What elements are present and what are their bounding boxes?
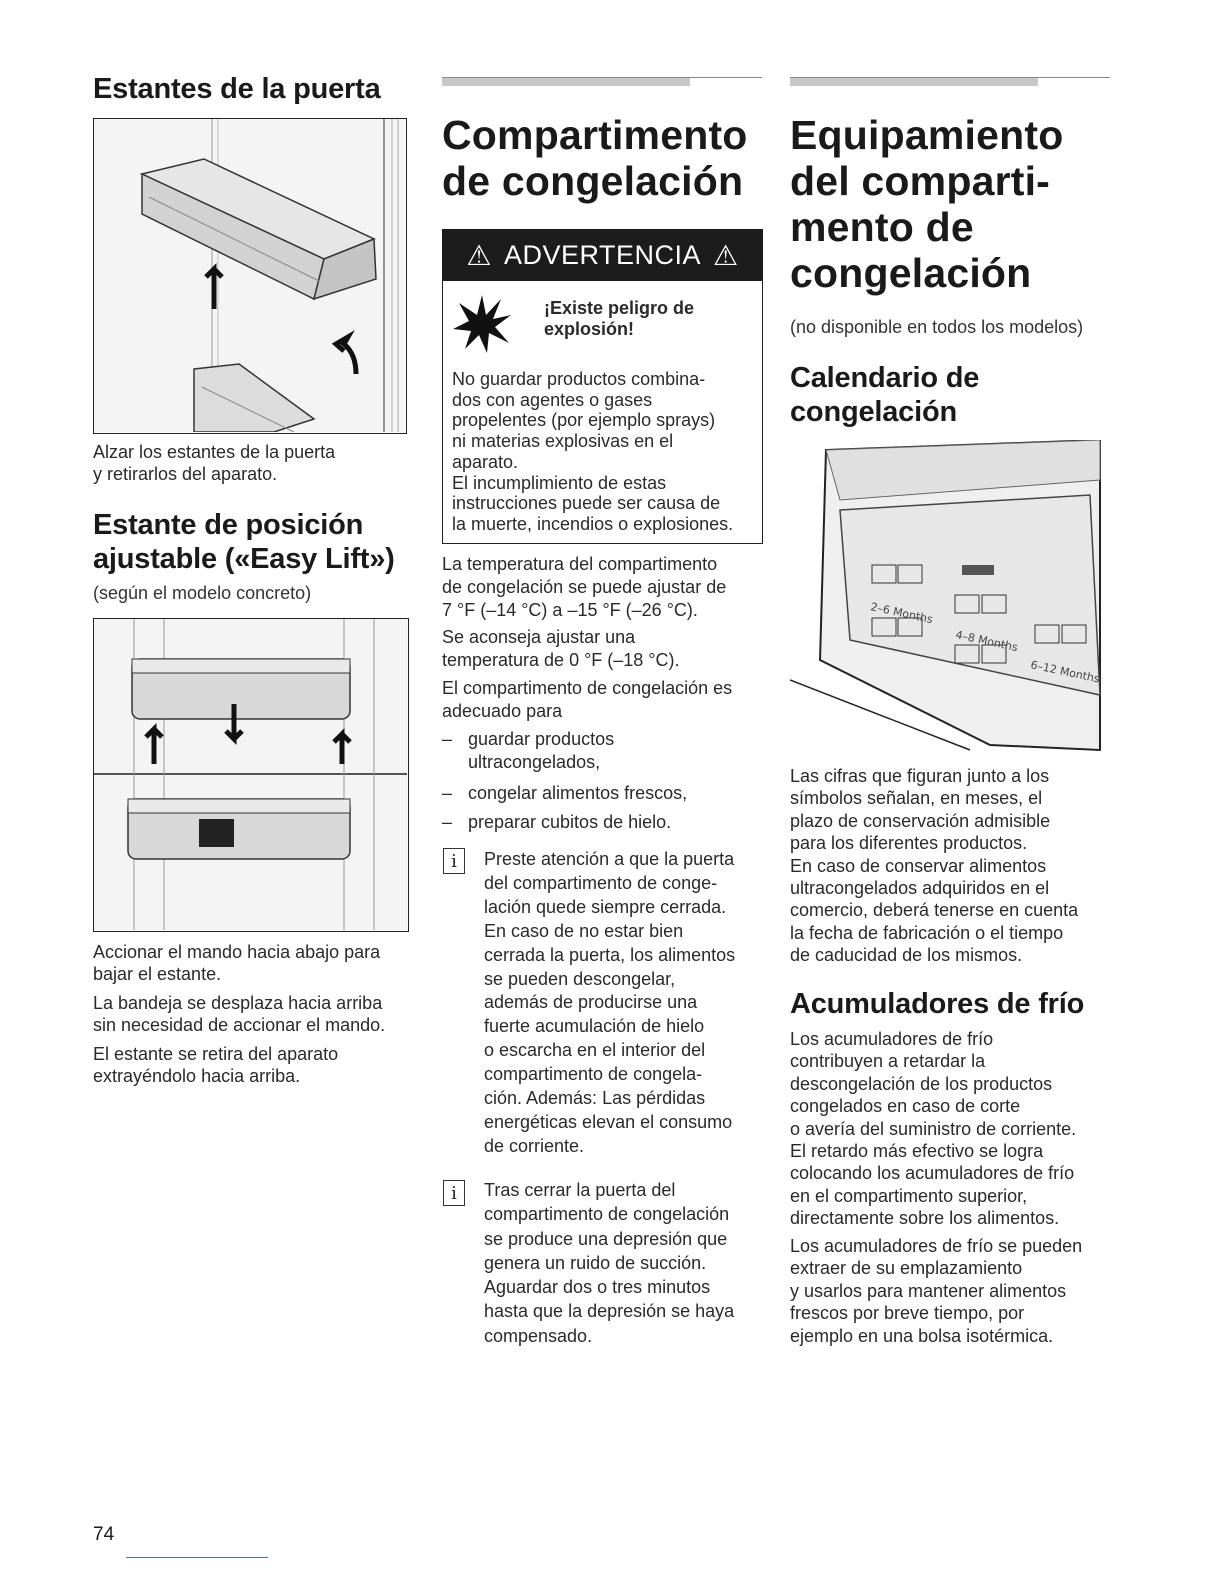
availability-note: (no disponible en todos los modelos) bbox=[790, 317, 1084, 337]
calendar-line: para los diferentes productos. bbox=[790, 833, 1028, 854]
info-line: lación quede siempre cerrada. bbox=[484, 896, 727, 917]
bullet-dash: – bbox=[442, 729, 453, 749]
heading-easy-lift-line2: ajustable («Easy Lift») bbox=[93, 543, 395, 575]
cold-line: colocando los acumuladores de frío bbox=[790, 1163, 1075, 1184]
suitable-line2: adecuado para bbox=[442, 701, 563, 721]
column2-top-bar bbox=[442, 78, 690, 86]
cold-line: contribuyen a retardar la bbox=[790, 1051, 986, 1072]
freezer-calendar-illustration bbox=[790, 440, 1104, 752]
warning-line: la muerte, incendios o explosiones. bbox=[452, 513, 734, 534]
warning-triangle-icon-right: ⚠ bbox=[713, 238, 739, 272]
warning-label: ADVERTENCIA bbox=[503, 239, 702, 270]
warning-banner bbox=[442, 229, 763, 281]
warning-line: aparato. bbox=[452, 451, 519, 472]
calendar-line: Las cifras que figuran junto a los bbox=[790, 766, 1050, 786]
easy-lift-drawing bbox=[94, 619, 407, 930]
info-line: además de producirse una bbox=[484, 992, 698, 1013]
info-line: ción. Además: Las pérdidas bbox=[484, 1088, 706, 1109]
calendar-label-4-8: 4–8 Months bbox=[954, 628, 1019, 655]
info-icon: i bbox=[443, 848, 465, 874]
info-line: o escarcha en el interior del bbox=[484, 1040, 706, 1061]
info-icon: i bbox=[443, 1180, 465, 1206]
cold-line: frescos por breve tiempo, por bbox=[790, 1303, 1025, 1324]
bullet1-line2: ultracongelados, bbox=[468, 752, 601, 772]
warning-line: dos con agentes o gases bbox=[452, 389, 653, 410]
temp-line1: La temperatura del compartimento bbox=[442, 554, 718, 574]
freezer-equipment-title bbox=[790, 112, 1120, 296]
easy-lift-illustration bbox=[93, 618, 409, 932]
warning-box bbox=[442, 281, 763, 544]
easy-lift-para1-line2: bajar el estante. bbox=[93, 964, 222, 984]
cold-line: El retardo más efectivo se logra bbox=[790, 1141, 1044, 1162]
cold-line: congelados en caso de corte bbox=[790, 1096, 1021, 1117]
equipment-title-line: mento de bbox=[790, 204, 974, 250]
temp-line3: 7 °F (–14 °C) a –15 °F (–26 °C). bbox=[442, 600, 698, 620]
cold-line: descongelación de los productos bbox=[790, 1073, 1053, 1094]
info-line: Aguardar dos o tres minutos bbox=[484, 1277, 711, 1298]
equipment-title-line: congelación bbox=[790, 250, 1032, 296]
freezer-calendar-drawing bbox=[790, 440, 1104, 752]
cold-line: Los acumuladores de frío se pueden bbox=[790, 1236, 1083, 1256]
bullet2: congelar alimentos frescos, bbox=[468, 783, 688, 803]
info-line: En caso de no estar bien bbox=[484, 920, 684, 941]
info-line: hasta que la depresión se haya bbox=[484, 1301, 735, 1322]
calendar-text bbox=[790, 765, 1120, 967]
info-line: del compartimento de conge- bbox=[484, 872, 718, 893]
door-shelf-illustration bbox=[93, 118, 407, 434]
easy-lift-para3-line1: El estante se retira del aparato bbox=[93, 1044, 339, 1064]
temp-line2: de congelación se puede ajustar de bbox=[442, 577, 727, 597]
equipment-title-line: Equipamiento bbox=[790, 112, 1064, 158]
calendar-line: de caducidad de los mismos. bbox=[790, 945, 1023, 966]
calendar-label-2-6: 2–6 Months bbox=[869, 600, 934, 627]
warning-line: ni materias explosivas en el bbox=[452, 431, 674, 452]
cold-line: directamente sobre los alimentos. bbox=[790, 1208, 1060, 1229]
cold-accumulators-text1 bbox=[790, 1028, 1120, 1230]
info-line: Tras cerrar la puerta del bbox=[484, 1180, 676, 1200]
easy-lift-para2-line2: sin necesidad de accionar el mando. bbox=[93, 1015, 386, 1035]
advise-line1: Se aconseja ajustar una bbox=[442, 627, 636, 647]
info-line: fuerte acumulación de hielo bbox=[484, 1016, 705, 1037]
equipment-title-line: del comparti- bbox=[790, 158, 1051, 204]
easy-lift-para2-line1: La bandeja se desplaza hacia arriba bbox=[93, 993, 383, 1013]
bottom-rule bbox=[126, 1557, 268, 1558]
calendar-line: comercio, deberá tenerse en cuenta bbox=[790, 900, 1079, 921]
cold-line: y usarlos para mantener alimentos bbox=[790, 1280, 1067, 1301]
advise-line2: temperatura de 0 °F (–18 °C). bbox=[442, 650, 680, 670]
fig1-caption-line2: y retirarlos del aparato. bbox=[93, 464, 278, 484]
cold-line: Los acumuladores de frío bbox=[790, 1029, 994, 1049]
info-line: se produce una depresión que bbox=[484, 1228, 728, 1249]
cold-line: extraer de su emplazamiento bbox=[790, 1258, 1023, 1279]
bullet-dash: – bbox=[442, 783, 453, 803]
explosion-warning-line1: ¡Existe peligro de bbox=[544, 298, 695, 318]
bullet-dash: – bbox=[442, 812, 453, 832]
explosion-warning-line2: explosión! bbox=[544, 319, 635, 339]
suitable-line1: El compartimento de congelación es bbox=[442, 678, 733, 698]
info-line: compartimento de congela- bbox=[484, 1064, 703, 1085]
calendar-heading-line1: Calendario de bbox=[790, 362, 980, 394]
warning-line: No guardar productos combina- bbox=[452, 369, 706, 389]
cold-line: ejemplo en una bolsa isotérmica. bbox=[790, 1325, 1054, 1346]
calendar-line: la fecha de fabricación o el tiempo bbox=[790, 922, 1064, 943]
info-note-door-closed bbox=[484, 848, 764, 1159]
easy-lift-para1-line1: Accionar el mando hacia abajo para bbox=[93, 942, 381, 962]
calendar-line: plazo de conservación admisible bbox=[790, 810, 1051, 831]
cold-line: o avería del suministro de corriente. bbox=[790, 1118, 1077, 1139]
info-note-depression bbox=[484, 1178, 764, 1348]
info-line: compensado. bbox=[484, 1325, 593, 1346]
heading-door-shelves: Estantes de la puerta bbox=[93, 73, 381, 105]
bullet1-line1: guardar productos bbox=[468, 729, 615, 749]
cold-line: en el compartimento superior, bbox=[790, 1185, 1028, 1206]
warning-line: instrucciones puede ser causa de bbox=[452, 493, 721, 514]
warning-line: propelentes (por ejemplo sprays) bbox=[452, 410, 716, 431]
calendar-line: símbolos señalan, en meses, el bbox=[790, 788, 1043, 809]
warning-triangle-icon-left: ⚠ bbox=[466, 238, 492, 272]
freezer-title-line1: Compartimento bbox=[442, 112, 748, 158]
info-line: se pueden descongelar, bbox=[484, 968, 676, 989]
fig1-caption-line1: Alzar los estantes de la puerta bbox=[93, 442, 336, 462]
freezer-title-line2: de congelación bbox=[442, 158, 744, 204]
easy-lift-model-note: (según el modelo concreto) bbox=[93, 583, 312, 603]
info-line: de corriente. bbox=[484, 1135, 585, 1156]
door-shelf-drawing bbox=[94, 119, 405, 432]
bullet3: preparar cubitos de hielo. bbox=[468, 812, 672, 832]
easy-lift-para3-line2: extrayéndolo hacia arriba. bbox=[93, 1066, 301, 1086]
column3-top-bar bbox=[790, 78, 1038, 86]
calendar-line: En caso de conservar alimentos bbox=[790, 855, 1047, 876]
warning-text-block bbox=[452, 369, 764, 535]
info-line: Preste atención a que la puerta bbox=[484, 849, 735, 869]
cold-accumulators-heading: Acumuladores de frío bbox=[790, 988, 1085, 1020]
calendar-heading-line2: congelación bbox=[790, 396, 957, 428]
info-line: compartimento de congelación bbox=[484, 1204, 730, 1225]
cold-accumulators-text2 bbox=[790, 1235, 1120, 1347]
explosion-icon bbox=[451, 293, 513, 355]
info-line: genera un ruido de succión. bbox=[484, 1252, 707, 1273]
warning-line: El incumplimiento de estas bbox=[452, 472, 667, 493]
calendar-label-6-12: 6–12 Months bbox=[1029, 658, 1101, 686]
info-line: cerrada la puerta, los alimentos bbox=[484, 944, 736, 965]
calendar-line: ultracongelados adquiridos en el bbox=[790, 878, 1050, 899]
page-number: 74 bbox=[93, 1524, 115, 1545]
info-line: energéticas elevan el consumo bbox=[484, 1111, 733, 1132]
heading-easy-lift-line1: Estante de posición bbox=[93, 509, 364, 541]
